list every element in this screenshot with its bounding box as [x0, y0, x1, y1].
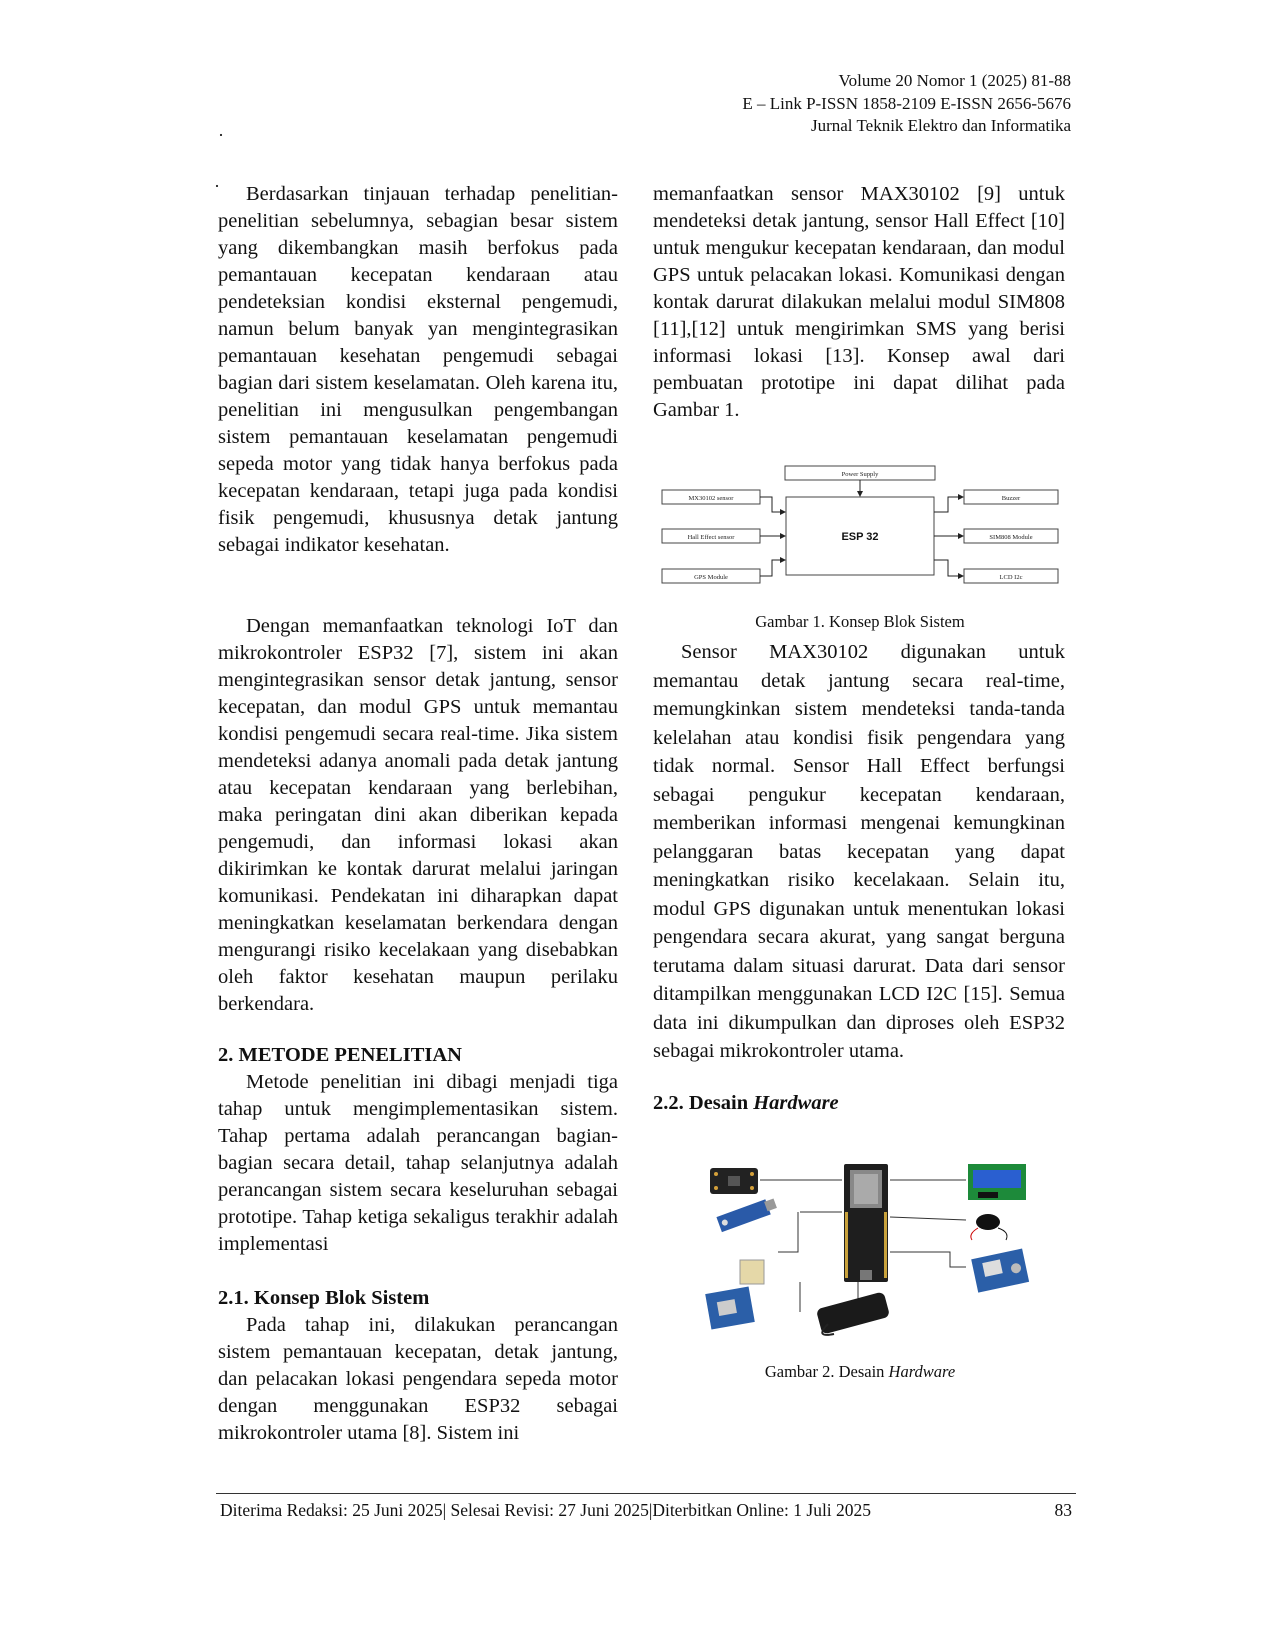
paragraph: Berdasarkan tinjauan terhadap penelitian-penelitian sebelumnya, sebagian besar sistem yang dikembangkan masih berfokus pada pemantauan kecepatan kendaraan atau pendeteksian kondisi eksternal pengemudi, namun belum banyak yan mengintegrasikan pemantauan kesehatan pengemudi sebagai bagian dari sistem keselamatan. Oleh karena itu, penelitian ini mengusulkan pengembangan sistem pemantauan keselamatan pengemudi sepeda motor yang tidak hanya berfokus pada kecepatan kendaraan, tetapi juga pada kondisi fisik pengemudi, khususnya detak jantung sebagai indikator kesehatan.: [218, 183, 618, 556]
gps-module-image: [705, 1260, 764, 1330]
right-column: [653, 181, 1065, 424]
left-column: [218, 181, 618, 1447]
max30102-label: MX30102 sensor: [688, 495, 734, 502]
sim808-module-image: [971, 1249, 1029, 1293]
page-number: 83: [1054, 1500, 1072, 1520]
buzzer-image: [971, 1214, 1007, 1240]
lcd-label: LCD I2c: [999, 574, 1023, 581]
footer-dates: Diterima Redaksi: 25 Juni 2025| Selesai Revisi: 27 Juni 2025|Diterbitkan Online: 1 Juli 2025: [220, 1500, 872, 1520]
sim808-label: SIM808 Module: [989, 534, 1033, 541]
subsection-heading: 2.2. Desain Hardware: [653, 1091, 839, 1114]
power-bank-image: [816, 1291, 890, 1335]
power-supply-label: Power Supply: [841, 471, 879, 478]
gps-label: GPS Module: [694, 574, 728, 581]
block-diagram: [660, 462, 1060, 590]
journal-line: Jurnal Teknik Elektro dan Informatika: [810, 116, 1071, 135]
lcd-module-image: [968, 1164, 1026, 1200]
paragraph: Pada tahap ini, dilakukan perancangan sistem pemantauan kecepatan, detak jantung, dan pelacakan lokasi pengendara sepeda motor dengan menggunakan ESP32 sebagai mikrokontroler utama [8]. Sistem ini: [218, 1314, 618, 1444]
hardware-illustration: [688, 1162, 1038, 1337]
figure-caption: Gambar 2. Desain Hardware: [764, 1362, 956, 1381]
section-heading: 2. METODE PENELITIAN: [218, 1044, 462, 1066]
issn-line: E – Link P-ISSN 1858-2109 E-ISSN 2656-5676: [742, 93, 1071, 113]
paragraph: memanfaatkan sensor MAX30102 [9] untuk mendeteksi detak jantung, sensor Hall Effect [10] untuk mengukur kecepatan kendaraan, dan modul GPS untuk pelacakan lokasi. Komunikasi dengan kontak darurat dilakukan melalui modul SIM808 [11],[12] untuk mengirimkan SMS yang berisi informasi lokasi [13]. Konsep awal dari pembuatan prototipe ini dapat dilihat pada Gambar 1.: [653, 183, 1065, 421]
stray-dot: ·: [218, 125, 224, 145]
paragraph: Metode penelitian ini dibagi menjadi tiga tahap untuk mengimplementasikan sistem. Tahap pertama adalah perancangan bagian-bagian secara detail, tahap selanjutnya adalah perancangan sistem secara keseluruhan sebagai prototipe. Tahap ketiga sekaligus terakhir adalah implementasi: [218, 1071, 618, 1255]
paragraph: Dengan memanfaatkan teknologi IoT dan mikrokontroler ESP32 [7], sistem ini akan mengintegrasikan sensor detak jantung, sensor kecepatan, dan modul GPS untuk memantau kondisi pengemudi secara real-time. Jika sistem mendeteksi adanya anomali pada detak jantung atau kecepatan kendaraan yang berlebihan, maka peringatan dini akan diberikan kepada pengemudi, dan informasi lokasi akan dikirimkan ke kontak darurat melalui jaringan komunikasi. Pendekatan ini diharapkan dapat meningkatkan keselamatan berkendara dengan mengurangi risiko kecelakaan yang disebabkan oleh faktor kesehatan maupun perilaku berkendara.: [218, 615, 618, 1015]
paragraph: Sensor MAX30102 digunakan untuk memantau detak jantung secara real-time, memungkinkan sistem mendeteksi tanda-tanda kelelahan atau kondisi fisik pengendara yang tidak normal. Sensor Hall Effect berfungsi sebagai pengukur kecepatan kendaraan, memberikan informasi mengenai kemungkinan pelanggaran batas kecepatan yang dapat meningkatkan risiko kecelakaan. Selain itu, modul GPS digunakan untuk menentukan lokasi pengendara secara akurat, yang sangat berguna terutama dalam situasi darurat. Data dari sensor ditampilkan menggunakan LCD I2C [15]. Semua data ini dikumpulkan dan diproses oleh ESP32 sebagai mikrokontroler utama.: [653, 641, 1065, 1062]
hall-sensor-image: [716, 1197, 778, 1233]
right-column-lower: [653, 638, 1065, 1117]
esp32-board-image: [844, 1164, 888, 1282]
volume-line: Volume 20 Nomor 1 (2025) 81-88: [838, 71, 1071, 90]
esp32-label: ESP 32: [841, 531, 879, 543]
stray-dot: ·: [214, 176, 220, 196]
buzzer-label: Buzzer: [1001, 495, 1021, 502]
figure-caption: Gambar 1. Konsep Blok Sistem: [755, 612, 965, 631]
footer-rule: [216, 1493, 1076, 1494]
hall-effect-label: Hall Effect sensor: [687, 534, 735, 541]
journal-header: [742, 70, 1071, 138]
subsection-heading: 2.1. Konsep Blok Sistem: [218, 1287, 430, 1309]
